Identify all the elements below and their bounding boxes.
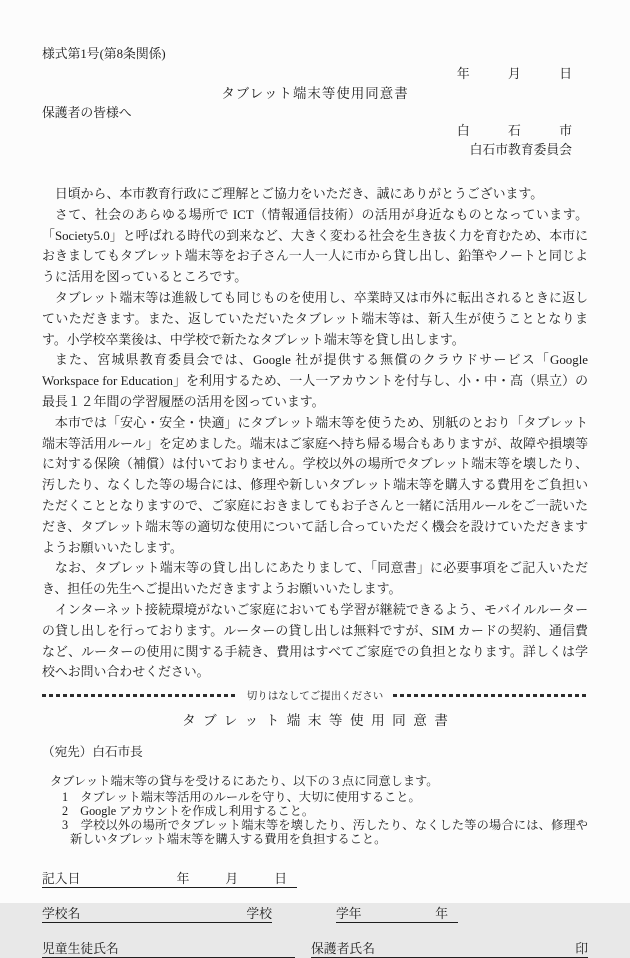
form-fields — [42, 870, 588, 958]
body-paragraph-4: また、宮城県教育委員会では、Google 社が提供する無償のクラウドサービス「Google Workspace for Education」を利用するため、一人一アカウントを付与し、小・中・高（県立）の最長１２年間の学習履歴の活用を図っています。 — [42, 353, 588, 409]
dashed-line-right — [393, 694, 588, 697]
school-suffix-label: 学校 — [246, 907, 272, 922]
year-label: 年 — [176, 872, 190, 887]
document-title: タブレット端末等使用同意書 — [221, 86, 409, 101]
fill-date-field[interactable] — [42, 870, 297, 888]
grade-field[interactable] — [336, 905, 458, 923]
student-name-label: 児童生徒氏名 — [42, 942, 119, 957]
cut-here-divider — [42, 688, 588, 703]
form-number: 様式第1号(第8条関係) — [42, 47, 166, 61]
body-text — [42, 184, 588, 683]
month-label: 月 — [225, 872, 239, 887]
consent-intro: タブレット端末等の貸与を受けるにあたり、以下の３点に同意します。 — [50, 774, 439, 789]
consent-item-1: 1 タブレット端末等活用のルールを守り、大切に使用すること。 — [62, 790, 421, 805]
fill-date-label: 記入日 — [42, 872, 81, 887]
cut-here-label: 切りはなしてご提出ください — [246, 691, 384, 703]
names-row — [42, 940, 588, 958]
body-paragraph-2: さて、社会のあらゆる場所で ICT（情報通信技術）の活用が身近なものとなっています。「Society5.0」と呼ばれる時代の到来など、大きく変わる社会を生き抜く力を育むため、本市におきましてもタブレット端末等をお子さん一人一人に市から貸し出し、鉛筆やノートと同じように活用を図っているところです。 — [42, 207, 588, 285]
school-name-field[interactable] — [42, 905, 272, 923]
body-paragraph-5: 本市では「安心・安全・快適」にタブレット端末等を使うため、別紙のとおり「タブレット端末等活用ルール」を定めました。端末はご家庭へ持ち帰る場合もありますが、故障や損壊等に対する保険（補償）は付いておりません。学校以外の場所でタブレット端末等を壊したり、汚したり、なくした等の場合には、修理や新しいタブレット端末等を購入する費用をご負担いただくこととなりますので、ご家庭におきましてもお子さんと一緒に活用ルールをご一読いただき、タブレット端末等の適切な使用について話し合っていただく機会を設けていただきますようお願いいたします。 — [42, 415, 588, 555]
guardian-name-field[interactable] — [311, 940, 588, 958]
school-name-label: 学校名 — [42, 907, 81, 922]
school-row — [42, 905, 588, 923]
consent-item-2: 2 Google アカウントを作成し利用すること。 — [62, 803, 315, 818]
seal-label: 印 — [575, 942, 588, 957]
body-paragraph-3: タブレット端末等は進級しても同じものを使用し、卒業時又は市外に転出されるときに返していただきます。また、返していただいたタブレット端末等は、新入生が使うこととなります。小学校卒業後は、中学校で新たなタブレット端末等を貸し出します。 — [42, 290, 588, 347]
body-paragraph-7: インターネット接続環境がないご家庭においても学習が継続できるよう、モバイルルーターの貸し出しを行っております。ルーターの貸し出しは無料ですが、SIM カードの契約、通信費など、ルーターの使用に関する手続き、費用はすべてご家庭での負担となります。詳しくは学校へお問い合わせください。 — [42, 602, 588, 680]
consent-form-title: タブレット端末等使用同意書 — [182, 713, 456, 729]
grade-suffix-label: 年 — [435, 907, 448, 922]
fill-date-row — [42, 870, 588, 888]
day-label: 日 — [274, 872, 287, 887]
date-line: 年 月 日 — [456, 67, 572, 81]
body-paragraph-1: 日頃から、本市教育行政にご理解とご協力をいただき、誠にありがとうございます。 — [54, 187, 544, 201]
grade-label: 学年 — [336, 907, 362, 922]
consent-item-list — [42, 791, 588, 846]
sender-city: 白 石 市 — [456, 124, 572, 138]
dashed-line-left — [42, 694, 237, 697]
body-paragraph-6: なお、タブレット端末等の貸し出しにあたりまして、「同意書」に必要事項をご記入いただき、担任の先生へご提出いただきますようお願いいたします。 — [42, 561, 588, 597]
student-name-field[interactable] — [42, 940, 295, 958]
sender-organization: 白石市教育委員会 — [469, 143, 572, 157]
guardian-name-label: 保護者氏名 — [311, 942, 375, 957]
consent-item-3: 3 学校以外の場所でタブレット端末等を壊したり、汚したり、なくした等の場合には、修理や新しいタブレット端末等を購入する費用を負担すること。 — [62, 817, 588, 846]
addressee: （宛先）白石市長 — [42, 745, 143, 760]
salutation: 保護者の皆様へ — [42, 106, 132, 120]
